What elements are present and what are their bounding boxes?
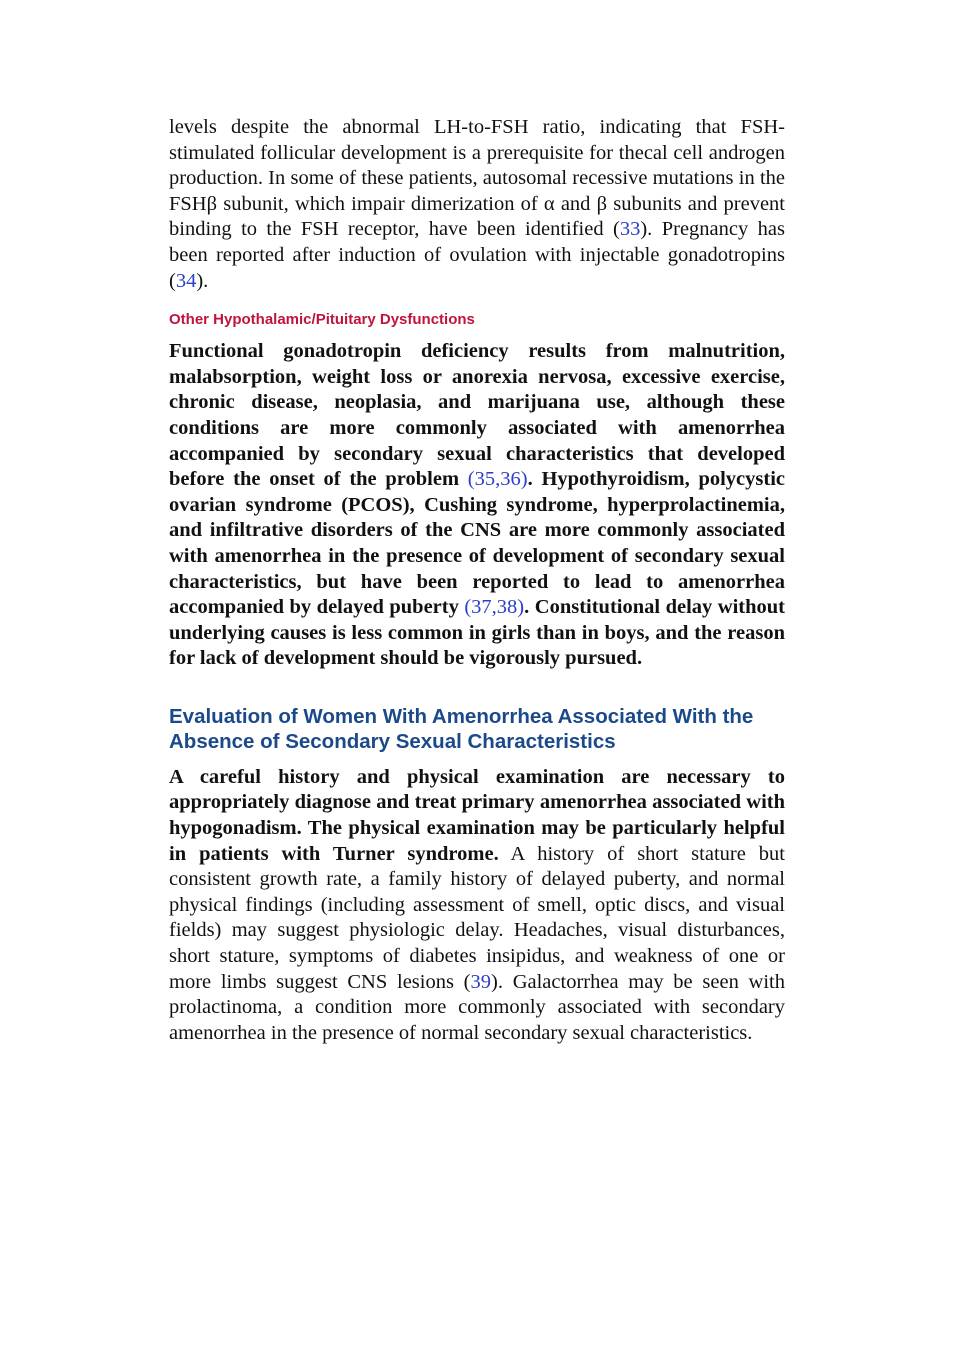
citation-link[interactable]: (35,36) xyxy=(467,468,528,491)
bold-text: A careful history and physical examination are necessary to appropriately diagnose and treat primary amenorrhea associated with hypogonadism. The physical examination may be particularly helpful in patients with Turner syndrome. xyxy=(169,765,785,865)
text: ). Pregnancy has been reported after induction of ovulation with injectable gonadotropins ( xyxy=(169,218,785,292)
text: ). xyxy=(196,269,209,292)
text: ). Galactorrhea may be seen with prolactinoma, a condition more commonly associated with secondary amenorrhea in the presence of normal secondary sexual characteristics. xyxy=(169,970,785,1044)
citation-link[interactable]: 39 xyxy=(470,970,492,993)
text: Functional gonadotropin deficiency results from malnutrition, malabsorption, weight loss or anorexia nervosa, excessive exercise, chronic disease, neoplasia, and marijuana use, although these conditions are more commonly associated with amenorrhea accompanied by secondary sexual characteristics that developed before the onset of the problem xyxy=(169,340,785,491)
citation-link[interactable]: (37,38) xyxy=(464,596,525,619)
paragraph-functional-deficiency xyxy=(169,339,785,672)
text: A history of short stature but consistent growth rate, a family history of delayed puberty, and normal physical findings (including assessment of smell, optic discs, and visual fields) may suggest physiologic delay. Headaches, visual disturbances, short stature, symptoms of diabetes insipidus, and weakness of one or more limbs suggest CNS lesions ( xyxy=(169,842,786,993)
text: . Hypothyroidism, polycystic ovarian syndrome (PCOS), Cushing syndrome, hyperprolactinemia, and infiltrative disorders of the CNS are more commonly associated with amenorrhea in the presence of development of secondary sexual characteristics, but have been reported to lead to amenorrhea accompanied by delayed puberty xyxy=(169,468,786,619)
section-heading: Evaluation of Women With Amenorrhea Associated With the Absence of Secondary Sexual Characteristics xyxy=(169,704,754,753)
text: levels despite the abnormal LH-to-FSH ratio, indicating that FSH-stimulated follicular development is a prerequisite for thecal cell androgen production. In some of these patients, autosomal recessive mutations in the FSHβ subunit, which impair dimerization of α and β subunits and prevent binding to the FSH receptor, have been identified ( xyxy=(169,116,785,241)
section-subheading: Other Hypothalamic/Pituitary Dysfunctions xyxy=(169,311,475,329)
paragraph-evaluation xyxy=(169,765,785,1047)
citation-link[interactable]: 33 xyxy=(619,218,641,241)
text: . Constitutional delay without underlying causes is less common in girls than in boys, and the reason for lack of development should be vigorously pursued. xyxy=(169,596,785,670)
document-page xyxy=(169,115,785,1046)
paragraph-fsh xyxy=(169,115,785,294)
citation-link[interactable]: 34 xyxy=(175,269,197,292)
